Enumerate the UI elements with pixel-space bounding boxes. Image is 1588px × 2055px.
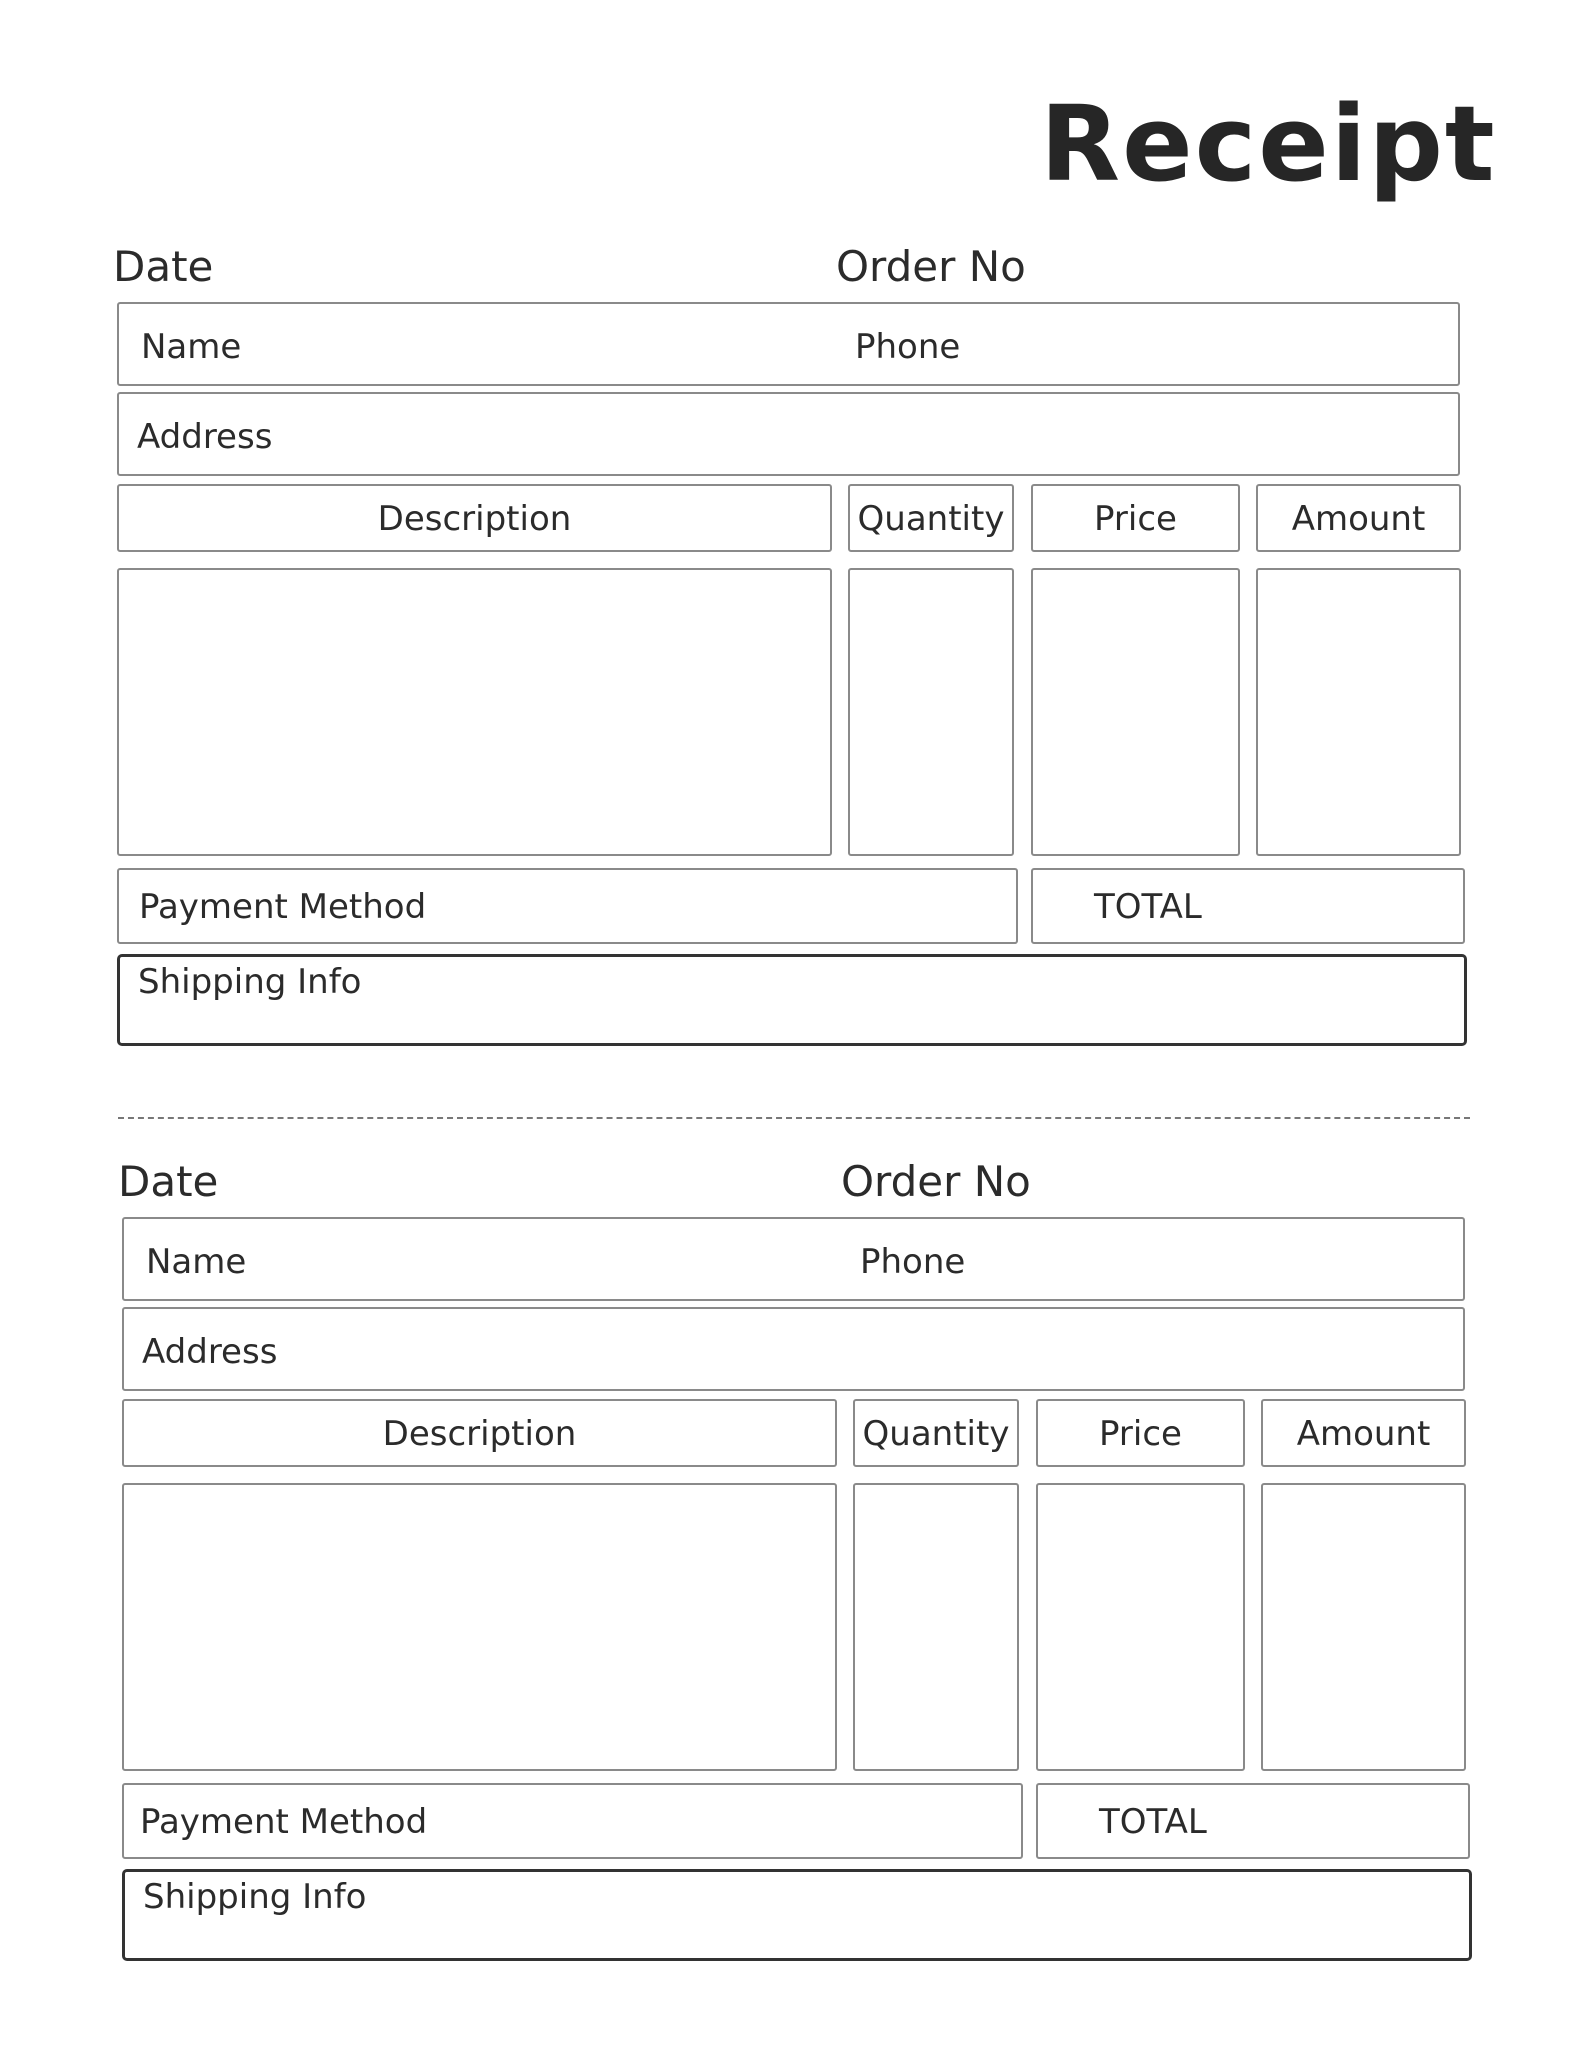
phone-label: Phone — [855, 327, 961, 367]
amount-label: Amount — [1291, 499, 1426, 539]
description-label: Description — [382, 1414, 577, 1454]
phone-label: Phone — [860, 1242, 966, 1282]
address-label: Address — [142, 1332, 278, 1372]
price-label: Price — [1094, 499, 1177, 539]
amount-header — [1261, 1399, 1466, 1467]
total-label: TOTAL — [1094, 887, 1202, 927]
price-cell[interactable] — [1031, 568, 1240, 856]
payment-method-field[interactable] — [122, 1783, 1023, 1859]
name-label: Name — [146, 1242, 247, 1282]
description-cell[interactable] — [117, 568, 832, 856]
description-cell[interactable] — [122, 1483, 837, 1771]
amount-cell[interactable] — [1256, 568, 1461, 856]
amount-label: Amount — [1296, 1414, 1431, 1454]
quantity-header — [853, 1399, 1019, 1467]
amount-cell[interactable] — [1261, 1483, 1466, 1771]
receipt-form-bottom — [0, 915, 1588, 1917]
payment-method-label: Payment Method — [139, 887, 427, 927]
date-label: Date — [113, 242, 214, 291]
name-phone-field[interactable] — [122, 1217, 1465, 1301]
payment-method-label: Payment Method — [140, 1802, 428, 1842]
total-label: TOTAL — [1099, 1802, 1207, 1842]
shipping-info-label: Shipping Info — [143, 1877, 367, 1917]
order-no-label: Order No — [841, 1157, 1031, 1206]
quantity-label: Quantity — [862, 1414, 1010, 1454]
name-label: Name — [141, 327, 242, 367]
date-label: Date — [118, 1157, 219, 1206]
address-label: Address — [137, 417, 273, 457]
receipt-form-top — [0, 0, 1588, 1002]
shipping-info-label: Shipping Info — [138, 962, 362, 1002]
name-phone-field[interactable] — [117, 302, 1460, 386]
quantity-cell[interactable] — [853, 1483, 1019, 1771]
price-cell[interactable] — [1036, 1483, 1245, 1771]
description-header — [122, 1399, 837, 1467]
receipt-title: Receipt — [1040, 83, 1497, 205]
quantity-cell[interactable] — [848, 568, 1014, 856]
price-header — [1036, 1399, 1245, 1467]
price-label: Price — [1099, 1414, 1182, 1454]
address-field[interactable] — [117, 392, 1460, 476]
quantity-label: Quantity — [857, 499, 1005, 539]
amount-header — [1256, 484, 1461, 552]
price-header — [1031, 484, 1240, 552]
quantity-header — [848, 484, 1014, 552]
description-label: Description — [377, 499, 572, 539]
shipping-info-field[interactable] — [122, 1869, 1472, 1961]
total-field[interactable] — [1036, 1783, 1470, 1859]
description-header — [117, 484, 832, 552]
order-no-label: Order No — [836, 242, 1026, 291]
address-field[interactable] — [122, 1307, 1465, 1391]
